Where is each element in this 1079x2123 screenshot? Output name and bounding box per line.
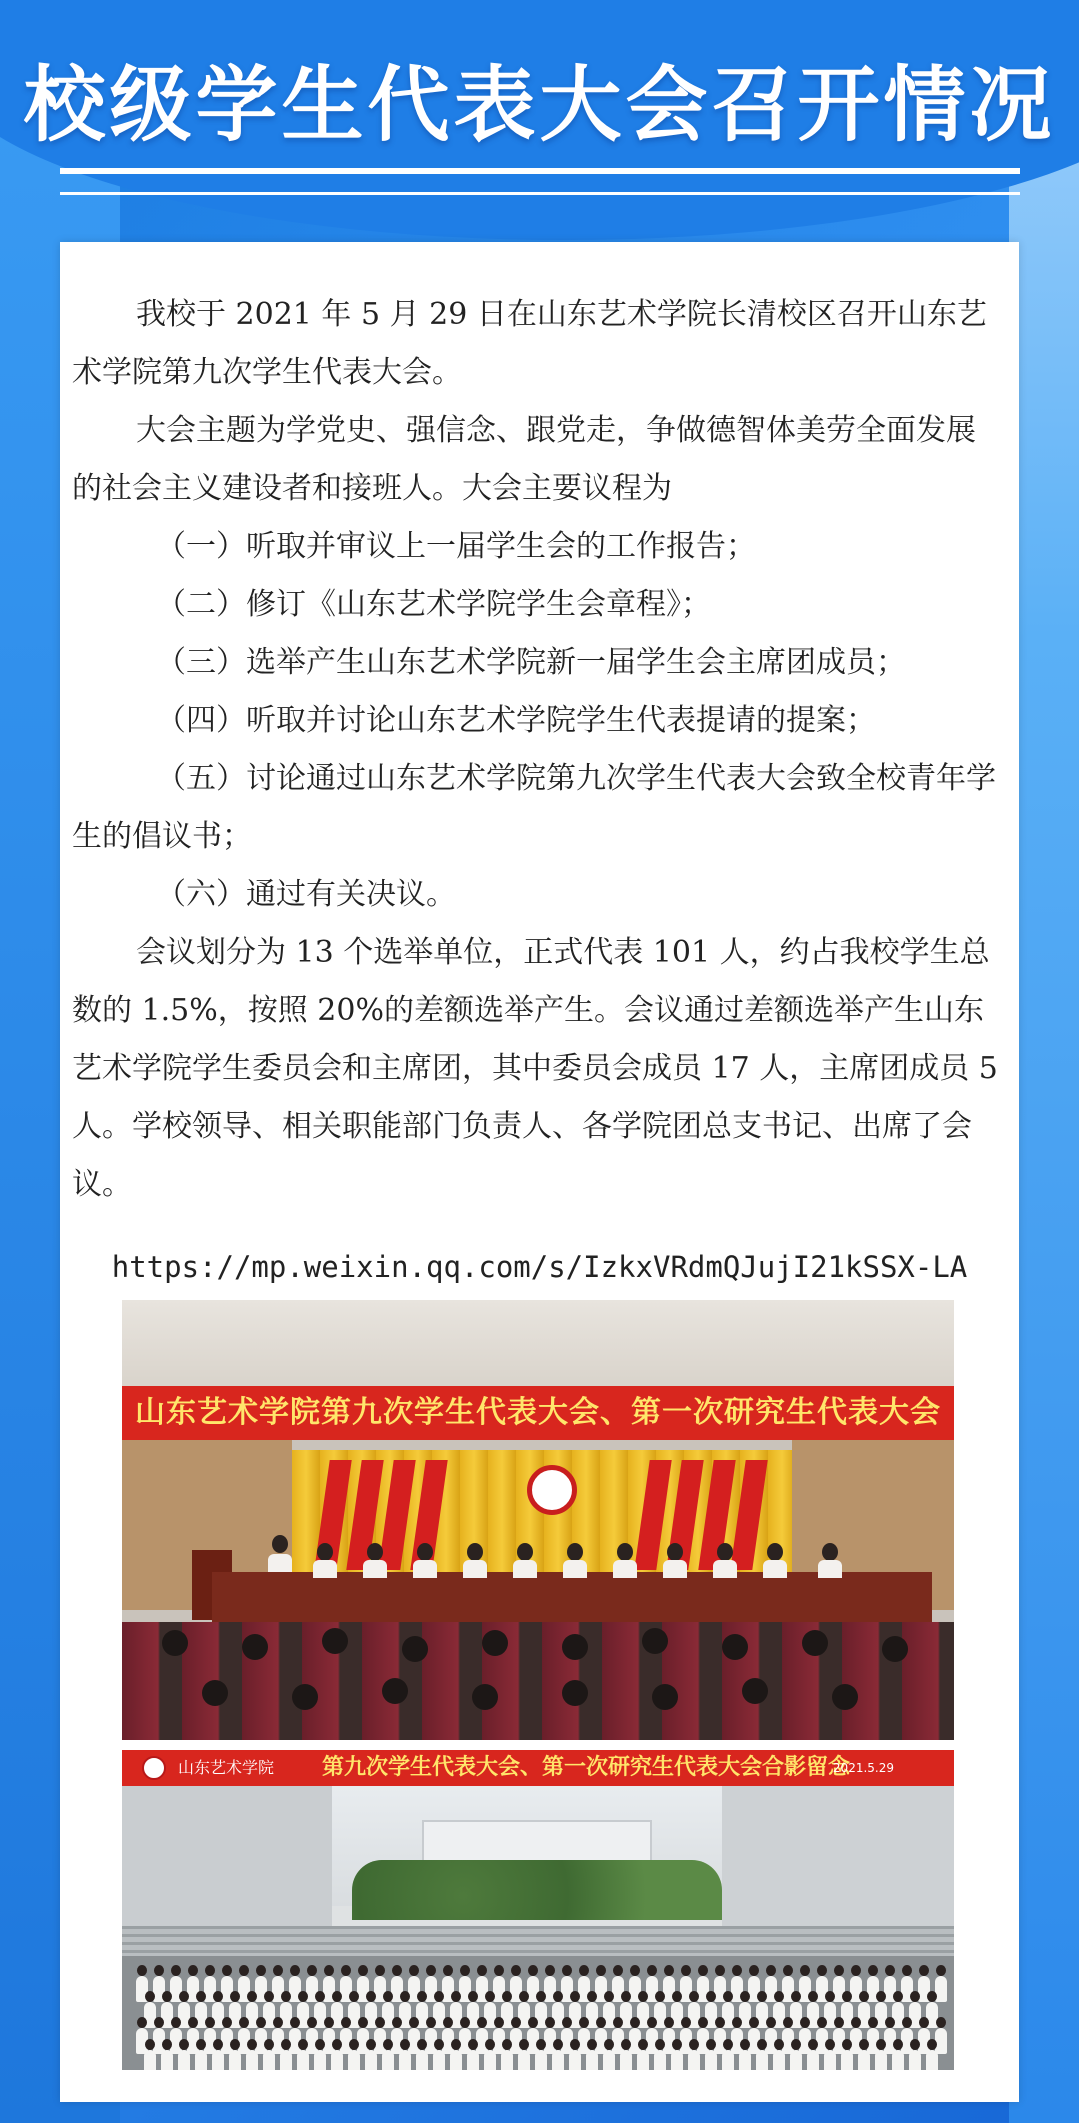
group-photo-person — [518, 2050, 530, 2070]
group-photo-person — [144, 2050, 156, 2070]
agenda-item-2: （二）修订《山东艺术学院学生会章程》； — [156, 587, 711, 622]
group-photo-person — [739, 2050, 751, 2070]
agenda-item-1: （一）听取并审议上一届学生会的工作报告； — [156, 529, 756, 564]
presidium-member — [667, 1543, 683, 1561]
audience-member — [382, 1678, 408, 1704]
audience-member — [562, 1680, 588, 1706]
group-photo-person — [620, 2050, 632, 2070]
group-photo-person — [722, 2050, 734, 2070]
school-emblem-icon — [527, 1465, 577, 1515]
hall-banner: 山东艺术学院第九次学生代表大会、第一次研究生代表大会 — [122, 1386, 954, 1440]
group-photo-person — [399, 2050, 411, 2070]
agenda-item-6: （六）通过有关决议。 — [156, 877, 456, 912]
page-title: 校级学生代表大会召开情况 — [23, 58, 1056, 153]
presidium-member — [767, 1543, 783, 1561]
group-photo-person — [552, 2050, 564, 2070]
presidium-member-body — [313, 1560, 337, 1578]
title-divider-thick — [60, 168, 1020, 174]
group-photo-person — [637, 2050, 649, 2070]
presidium-member-body — [363, 1560, 387, 1578]
presidium-member-body — [818, 1560, 842, 1578]
building-left — [122, 1786, 332, 1926]
background-right-band — [1009, 0, 1079, 2123]
group-photo-person — [178, 2050, 190, 2070]
group-photo-person — [365, 2050, 377, 2070]
presidium-member — [367, 1543, 383, 1561]
presidium-table — [212, 1572, 932, 1622]
audience-member — [742, 1678, 768, 1704]
group-photo-person — [348, 2050, 360, 2070]
article-body — [72, 286, 1002, 1214]
audience-member — [292, 1684, 318, 1710]
group-photo-person — [535, 2050, 547, 2070]
source-link[interactable]: https://mp.weixin.qq.com/s/IzkxVRdmQJujI21kSSX-LA — [111, 1250, 968, 1284]
presidium-member-body — [763, 1560, 787, 1578]
group-photo-person — [229, 2050, 241, 2070]
paragraph-closing: 会议划分为 13 个选举单位，正式代表 101 人，约占我校学生总数的 1.5%，按照 20%的差额选举产生。会议通过差额选举产生山东艺术学院学生委员会和主席团，其中委员会成员 17 人，主席团成员 5 人。学校领导、相关职能部门负责人、各学院团总支书记、出席了会议。 — [72, 935, 998, 1202]
presidium-member — [822, 1543, 838, 1561]
presidium-member-body — [413, 1560, 437, 1578]
audience-member — [162, 1630, 188, 1656]
group-photo-person — [484, 2050, 496, 2070]
group-photo-person — [467, 2050, 479, 2070]
group-photo-person — [450, 2050, 462, 2070]
presidium-member-body — [663, 1560, 687, 1578]
audience-member — [482, 1630, 508, 1656]
group-photo-person — [161, 2050, 173, 2070]
agenda-item-4: （四）听取并讨论山东艺术学院学生代表提请的提案； — [156, 703, 876, 738]
presidium-member-body — [268, 1554, 292, 1572]
group-photo-person — [892, 2050, 904, 2070]
presidium-member — [272, 1535, 288, 1553]
group-photo-person — [331, 2050, 343, 2070]
audience-member — [472, 1684, 498, 1710]
group-photo-person — [280, 2050, 292, 2070]
group-photo-person — [297, 2050, 309, 2070]
audience-member — [402, 1636, 428, 1662]
group-photo-person — [875, 2050, 887, 2070]
presidium-member — [617, 1543, 633, 1561]
audience-member — [322, 1628, 348, 1654]
group-photo-person — [824, 2050, 836, 2070]
group-photo-person — [246, 2050, 258, 2070]
audience-member — [882, 1636, 908, 1662]
title-divider-thin — [60, 192, 1020, 195]
group-photo-person — [263, 2050, 275, 2070]
group-photo-person — [688, 2050, 700, 2070]
group-photo-person — [935, 2028, 947, 2054]
group-photo-person — [501, 2050, 513, 2070]
audience-member — [832, 1684, 858, 1710]
presidium-member-body — [713, 1560, 737, 1578]
presidium-member-body — [563, 1560, 587, 1578]
presidium-member — [417, 1543, 433, 1561]
group-photo — [122, 1750, 954, 2070]
group-photo-person — [603, 2050, 615, 2070]
audience-member — [802, 1630, 828, 1656]
group-photo-person — [926, 2050, 938, 2070]
article-panel — [60, 242, 1019, 2102]
group-photo-person — [773, 2050, 785, 2070]
trees — [352, 1860, 722, 1920]
group-photo-person — [195, 2050, 207, 2070]
audience-member — [642, 1628, 668, 1654]
group-photo-banner — [122, 1750, 954, 1786]
audience-member — [242, 1634, 268, 1660]
group-photo-person — [212, 2050, 224, 2070]
group-photo-person — [909, 2050, 921, 2070]
presidium-member — [717, 1543, 733, 1561]
paragraph-intro: 我校于 2021 年 5 月 29 日在山东艺术学院长清校区召开山东艺术学院第九次学生代表大会。 — [72, 297, 987, 390]
group-photo-person — [586, 2050, 598, 2070]
group-photo-person — [756, 2050, 768, 2070]
presidium-member-body — [613, 1560, 637, 1578]
group-photo-person — [433, 2050, 445, 2070]
audience-member — [722, 1634, 748, 1660]
group-photo-person — [858, 2050, 870, 2070]
agenda-item-3: （三）选举产生山东艺术学院新一届学生会主席团成员； — [156, 645, 906, 680]
audience-member — [562, 1634, 588, 1660]
group-photo-caption: 第九次学生代表大会、第一次研究生代表大会合影留念 — [322, 1755, 851, 1780]
group-photo-person — [416, 2050, 428, 2070]
group-photo-person — [382, 2050, 394, 2070]
group-photo-person — [314, 2050, 326, 2070]
group-photo-person — [671, 2050, 683, 2070]
presidium-member — [467, 1543, 483, 1561]
group-photo-person — [807, 2050, 819, 2070]
presidium-member — [567, 1543, 583, 1561]
audience-member — [652, 1684, 678, 1710]
meeting-hall-photo — [122, 1300, 954, 1740]
group-photo-logo-text: 山东艺术学院 — [178, 1758, 275, 1777]
school-seal-icon — [142, 1756, 166, 1780]
paragraph-theme: 大会主题为学党史、强信念、跟党走，争做德智体美劳全面发展的社会主义建设者和接班人。大会主要议程为 — [72, 413, 976, 506]
presidium-member — [517, 1543, 533, 1561]
group-photo-person — [841, 2050, 853, 2070]
group-photo-person — [569, 2050, 581, 2070]
presidium-member — [317, 1543, 333, 1561]
group-photo-date: 2021.5.29 — [832, 1761, 894, 1775]
presidium-member-body — [463, 1560, 487, 1578]
building-right — [722, 1786, 954, 1936]
audience-member — [202, 1680, 228, 1706]
group-photo-person — [790, 2050, 802, 2070]
agenda-item-5: （五）讨论通过山东艺术学院第九次学生代表大会致全校青年学生的倡议书； — [72, 761, 996, 854]
group-photo-person — [705, 2050, 717, 2070]
group-photo-person — [935, 1976, 947, 2002]
presidium-member-body — [513, 1560, 537, 1578]
group-photo-person — [654, 2050, 666, 2070]
